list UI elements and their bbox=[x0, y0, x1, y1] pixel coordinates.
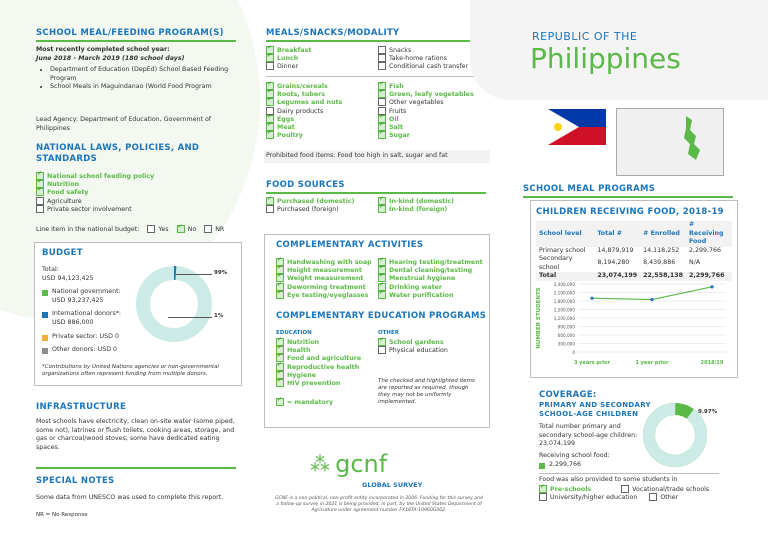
infrastructure-title: INFRASTRUCTURE bbox=[36, 402, 127, 412]
notes-text: Some data from UNESCO was used to complete this report. bbox=[36, 494, 224, 501]
checklist-label: Agriculture bbox=[47, 197, 82, 205]
series-line bbox=[592, 287, 712, 300]
section-bar bbox=[266, 40, 486, 42]
checklist-label: Food safety bbox=[47, 189, 89, 197]
gcnf-dots-icon: ⁂ bbox=[310, 452, 330, 476]
checklist-label: Fish bbox=[389, 83, 404, 90]
budget-title: BUDGET bbox=[42, 248, 83, 258]
laws-title: NATIONAL LAWS, POLICIES, AND STANDARDS bbox=[36, 143, 200, 164]
checklist-label: Reproductive health bbox=[287, 363, 360, 371]
pct-intl-leader bbox=[168, 317, 212, 318]
unchecked-checkbox-icon bbox=[378, 54, 386, 62]
checklist-label: Salt bbox=[389, 123, 403, 131]
data-point bbox=[590, 297, 593, 300]
checklist-item bbox=[36, 188, 154, 196]
table-cell: 2,299,766 bbox=[689, 246, 722, 254]
checklist-item bbox=[276, 258, 372, 266]
children-title: CHILDREN RECEIVING FOOD, 2018-19 bbox=[536, 207, 724, 217]
mandatory-legend bbox=[276, 398, 333, 408]
private-value: USD 0 bbox=[99, 333, 119, 340]
total-label: Total: bbox=[42, 266, 59, 273]
coverage-title: COVERAGE: bbox=[539, 390, 597, 400]
checked-checkbox-icon bbox=[378, 131, 386, 139]
checklist-label: Dental cleaning/testing bbox=[389, 267, 473, 275]
checked-checkbox-icon bbox=[266, 197, 274, 205]
checklist-item bbox=[378, 266, 483, 274]
budget-gov bbox=[42, 288, 121, 305]
school-programs-title: SCHOOL MEAL PROGRAMS bbox=[523, 184, 656, 194]
regional-map bbox=[616, 108, 724, 176]
school-year-label: Most recently completed school year: bbox=[36, 46, 170, 53]
children-table bbox=[536, 221, 732, 281]
table-cell: Total bbox=[539, 272, 557, 279]
sources-left bbox=[266, 197, 354, 213]
checklist-item bbox=[266, 54, 311, 62]
education-title: COMPLEMENTARY EDUCATION PROGRAMS bbox=[276, 311, 487, 321]
x-tick-label: 3 years prior bbox=[573, 360, 611, 366]
checklist-item bbox=[378, 123, 474, 131]
checklist-item bbox=[378, 346, 448, 354]
also-row bbox=[539, 493, 729, 501]
school-year-value: June 2018 - March 2019 (180 school days) bbox=[36, 55, 185, 62]
checklist-label: Roots, tubers bbox=[277, 91, 325, 99]
table-cell: Primary school bbox=[539, 246, 586, 254]
data-point bbox=[710, 285, 713, 288]
checked-checkbox-icon bbox=[378, 205, 386, 213]
checklist-label: Dairy products bbox=[277, 107, 324, 115]
checklist-label: Poultry bbox=[277, 132, 303, 140]
intl-value: USD 886,000 bbox=[52, 318, 94, 326]
unchecked-checkbox-icon bbox=[36, 197, 44, 205]
gcnf-wordmark: gcnf bbox=[335, 450, 388, 478]
education-list bbox=[276, 338, 361, 387]
program-item: • School Meals in Maguindanao (World Food Program bbox=[50, 83, 245, 92]
budget-footnote: *Contributions by United Nations agencies or non-governmental organizations often represent funding from multiple donors. bbox=[42, 364, 219, 378]
checklist-label: Lunch bbox=[277, 55, 299, 63]
y-tick-label: 2,100,000 bbox=[553, 290, 575, 296]
mandatory-label: = mandatory bbox=[287, 399, 334, 406]
coverage-pct: 9.97% bbox=[698, 409, 718, 415]
checklist-item bbox=[378, 46, 468, 54]
checklist-label: In-kind (foreign) bbox=[389, 206, 448, 214]
checked-checkbox-icon bbox=[378, 338, 386, 346]
checklist-item bbox=[276, 371, 361, 379]
checklist-label: Purchased (domestic) bbox=[277, 198, 355, 205]
notes-title: SPECIAL NOTES bbox=[36, 476, 115, 486]
checklist-label: Oil bbox=[389, 115, 399, 123]
y-tick-label: 900,000 bbox=[557, 324, 575, 330]
checked-checkbox-icon bbox=[266, 54, 274, 62]
checklist-label: Nutrition bbox=[47, 181, 80, 189]
other-value: USD 0 bbox=[97, 346, 118, 353]
gcnf-disclaimer: GCNF is a non-political, non-profit entity incorporated in 2006. Funding for this survey and a follow-up survey in 2021 is being provided, in part, by the United States Department of Agriculture under agreement number FX18TA-10960G002. bbox=[275, 496, 483, 514]
checklist-label: Weight measurement bbox=[287, 275, 364, 283]
checklist-item bbox=[36, 172, 154, 180]
also-checkbox bbox=[539, 493, 547, 501]
checklist-label: Physical education bbox=[389, 347, 448, 355]
checklist-label: Breakfast bbox=[277, 47, 312, 54]
checklist-item bbox=[378, 338, 448, 346]
checklist-item bbox=[276, 354, 361, 362]
checklist-item bbox=[378, 197, 454, 205]
budget-intl bbox=[42, 310, 121, 327]
checklist-item bbox=[378, 82, 474, 90]
program-item: • Department of Education (DepEd) School Based Feeding Program bbox=[50, 66, 245, 83]
prohibited-items: Prohibited food items: Food too high in salt, sugar and fat bbox=[264, 150, 490, 163]
also-label-item: Vocational/trade schools bbox=[632, 486, 710, 493]
checklist-label: Menstrual hygiene bbox=[389, 275, 456, 283]
budget-total bbox=[42, 266, 94, 283]
checklist-label: Conditional cash transfer bbox=[389, 63, 469, 71]
program-title: SCHOOL MEAL/FEEDING PROGRAM(S) bbox=[36, 28, 224, 38]
table-cell: 14,879,919 bbox=[597, 246, 634, 254]
checklist-item bbox=[276, 283, 372, 291]
unchecked-checkbox-icon bbox=[378, 62, 386, 70]
checklist-label: Health bbox=[287, 347, 311, 355]
checklist-label: In-kind (domestic) bbox=[389, 198, 455, 205]
activities-title: COMPLEMENTARY ACTIVITIES bbox=[276, 240, 424, 250]
coverage-subtitle: PRIMARY AND SECONDARY SCHOOL-AGE CHILDREN bbox=[539, 401, 651, 419]
y-tick-label: 1,800,000 bbox=[553, 298, 575, 304]
checklist-label: Nutrition bbox=[287, 339, 320, 346]
line-item-label: Line item in the national budget: bbox=[36, 226, 140, 233]
checklist-item bbox=[378, 283, 483, 291]
table-cell: 22,558,138 bbox=[643, 272, 683, 279]
pct-gov-leader bbox=[176, 274, 212, 275]
private-swatch bbox=[42, 335, 48, 341]
unchecked-checkbox-icon bbox=[36, 205, 44, 213]
table-cell: 8,194,280 bbox=[597, 259, 630, 267]
checklist-item bbox=[266, 107, 342, 115]
checklist-item bbox=[378, 107, 474, 115]
budget-donut bbox=[134, 264, 214, 344]
checklist-item bbox=[378, 90, 474, 98]
checklist-label: Other vegetables bbox=[389, 99, 444, 107]
checked-checkbox-icon bbox=[266, 131, 274, 139]
foods-left bbox=[266, 82, 342, 139]
checklist-item bbox=[378, 274, 483, 282]
yes-checkbox bbox=[147, 225, 155, 233]
receiving-swatch bbox=[539, 463, 545, 469]
nr-checkbox bbox=[204, 225, 212, 233]
receiving-value: 2,299,766 bbox=[549, 460, 582, 468]
y-tick-label: 2,400,000 bbox=[553, 281, 575, 287]
checklist-item bbox=[276, 346, 361, 354]
activities-right bbox=[378, 258, 483, 299]
header-cell: School level bbox=[539, 229, 582, 237]
checklist-label: Take-home rations bbox=[389, 55, 447, 63]
checklist-item bbox=[276, 338, 361, 346]
nr-label: NR bbox=[215, 226, 225, 233]
unchecked-checkbox-icon bbox=[378, 46, 386, 54]
checklist-label: Legumes and nuts bbox=[277, 99, 343, 107]
checklist-label: Eye testing/eyeglasses bbox=[287, 291, 369, 299]
table-header-row bbox=[536, 221, 732, 247]
budget-other bbox=[42, 346, 117, 355]
budget-line-item bbox=[36, 225, 224, 235]
checklist-label: Eggs bbox=[277, 115, 295, 123]
checklist-item bbox=[266, 90, 342, 98]
country-pre: REPUBLIC OF THE bbox=[532, 30, 638, 43]
intl-label: International donors*: bbox=[52, 310, 122, 317]
section-bar bbox=[36, 467, 236, 469]
notes-nr: NR = No Response bbox=[36, 512, 88, 518]
also-row bbox=[539, 485, 729, 493]
checklist-label: Green, leafy vegetables bbox=[389, 91, 474, 99]
checklist-label: Hygiene bbox=[287, 371, 317, 379]
receiving-label: Receiving school food: bbox=[539, 452, 610, 459]
philippines-flag-icon bbox=[548, 109, 606, 145]
checklist-item bbox=[276, 274, 372, 282]
section-bar bbox=[266, 192, 486, 194]
unchecked-checkbox-icon bbox=[266, 62, 274, 70]
table-cell: 8,439,886 bbox=[643, 259, 676, 267]
checklist-label: Food and agriculture bbox=[287, 355, 362, 363]
education-note: The checked and highlighted items are reported as required, though they may not be uniformly implemented. bbox=[378, 378, 475, 406]
budget-donut-ring bbox=[143, 273, 205, 335]
checked-checkbox-icon bbox=[276, 291, 284, 299]
checklist-label: Snacks bbox=[389, 47, 412, 54]
pct-gov: 99% bbox=[214, 270, 228, 276]
checklist-label: Purchased (foreign) bbox=[277, 206, 339, 214]
checklist-item bbox=[266, 123, 342, 131]
checklist-label: Grains/cereals bbox=[277, 83, 328, 90]
philippines-map-icon bbox=[676, 114, 706, 164]
no-label: No bbox=[187, 226, 197, 233]
checklist-item bbox=[378, 258, 483, 266]
also-checkbox bbox=[621, 485, 629, 493]
infrastructure-text: Most schools have electricity, clean on-site water (some piped, some not), latrines or flush toilets, cooking areas, storage, and gas or charcoal/wood stoves; some have dedicated eating spaces. bbox=[36, 418, 235, 451]
legend-checkbox bbox=[276, 398, 284, 406]
y-tick-label: 0 bbox=[572, 349, 575, 355]
x-tick-label: 2018/19 bbox=[700, 360, 724, 366]
coverage-total-value: 23,074,199 bbox=[539, 440, 576, 447]
checklist-label: Fruits bbox=[389, 107, 407, 115]
checklist-item bbox=[378, 62, 468, 70]
checklist-label: Private sector involvement bbox=[47, 205, 132, 213]
checklist-label: National school feeding policy bbox=[47, 173, 155, 180]
coverage-total-label: Total number primary and secondary school-age children: bbox=[539, 423, 638, 439]
checklist-label: Water purification bbox=[389, 291, 454, 299]
students-line-chart bbox=[534, 278, 734, 376]
checklist-item bbox=[378, 131, 474, 139]
checklist-item bbox=[378, 205, 454, 213]
checked-checkbox-icon bbox=[36, 188, 44, 196]
gov-value: USD 93,237,425 bbox=[52, 296, 104, 304]
meals-right bbox=[378, 46, 468, 71]
gov-label: National government: bbox=[52, 288, 121, 295]
y-tick-label: 600,000 bbox=[557, 332, 575, 338]
budget-private bbox=[42, 333, 119, 342]
checklist-item bbox=[266, 46, 311, 54]
checklist-item bbox=[378, 98, 474, 106]
pct-intl: 1% bbox=[214, 313, 224, 319]
checklist-item bbox=[266, 197, 354, 205]
checked-checkbox-icon bbox=[378, 90, 386, 98]
intl-swatch bbox=[42, 312, 48, 318]
header-cell: # Enrolled bbox=[643, 229, 680, 237]
checklist-item bbox=[266, 115, 342, 123]
section-bar bbox=[36, 40, 236, 42]
checklist-item bbox=[276, 363, 361, 371]
checklist-label: Drinking water bbox=[389, 283, 442, 291]
checklist-label: School gardens bbox=[389, 339, 444, 346]
checklist-item bbox=[266, 82, 342, 90]
meals-title: MEALS/SNACKS/MODALITY bbox=[266, 28, 400, 38]
section-bar bbox=[523, 196, 733, 198]
checked-checkbox-icon bbox=[276, 379, 284, 387]
checklist-label: Handwashing with soap bbox=[287, 259, 372, 266]
checklist-label: Hearing testing/treatment bbox=[389, 259, 483, 266]
no-checkbox bbox=[177, 225, 185, 233]
checklist-item bbox=[266, 62, 311, 70]
checklist-label: Height measurement bbox=[287, 267, 362, 275]
checklist-item bbox=[266, 205, 354, 213]
meals-left bbox=[266, 46, 311, 71]
also-checkbox bbox=[649, 493, 657, 501]
checklist-item bbox=[266, 131, 342, 139]
header-cell: # Receiving Food bbox=[689, 221, 724, 245]
coverage-total bbox=[539, 423, 639, 449]
table-row bbox=[536, 247, 732, 256]
laws-list bbox=[36, 172, 154, 213]
sources-title: FOOD SOURCES bbox=[266, 180, 345, 190]
checklist-label: Sugar bbox=[389, 132, 410, 140]
divider bbox=[266, 76, 486, 77]
checklist-item bbox=[266, 98, 342, 106]
checklist-label: HIV prevention bbox=[287, 379, 341, 387]
y-axis-label: NUMBER STUDENTS bbox=[536, 287, 542, 349]
also-label-item: University/higher education bbox=[550, 494, 638, 502]
education-head: EDUCATION bbox=[276, 330, 312, 336]
checklist-label: Meat bbox=[277, 123, 295, 131]
table-cell: 14,118,252 bbox=[643, 246, 680, 254]
y-tick-label: 1,200,000 bbox=[553, 315, 575, 321]
activities-left bbox=[276, 258, 372, 299]
checklist-item bbox=[36, 180, 154, 188]
checked-checkbox-icon bbox=[266, 98, 274, 106]
total-value: USD 94,123,425 bbox=[42, 274, 94, 282]
checklist-label: Deworming treatment bbox=[287, 283, 366, 291]
y-tick-label: 1,500,000 bbox=[553, 307, 575, 313]
checklist-item bbox=[378, 54, 468, 62]
checklist-item bbox=[276, 266, 372, 274]
gcnf-logo bbox=[310, 450, 387, 478]
sources-right bbox=[378, 197, 454, 213]
table-cell: N/A bbox=[689, 259, 701, 267]
coverage-receiving bbox=[539, 452, 610, 469]
checklist-item bbox=[276, 379, 361, 387]
divider bbox=[539, 473, 719, 474]
other-head: OTHER bbox=[378, 330, 400, 336]
table-cell: 23,074,199 bbox=[597, 272, 638, 279]
country-name: Philippines bbox=[530, 42, 681, 75]
also-list bbox=[539, 485, 729, 501]
lead-agency: Lead Agency: Department of Education, Government of Philippines bbox=[36, 116, 212, 132]
unchecked-checkbox-icon bbox=[378, 98, 386, 106]
checked-checkbox-icon bbox=[378, 291, 386, 299]
table-cell: 2,299,766 bbox=[689, 272, 725, 279]
checklist-item bbox=[36, 197, 154, 205]
y-tick-label: 300,000 bbox=[557, 341, 575, 347]
checklist-label: Dinner bbox=[277, 63, 299, 71]
also-checkbox bbox=[539, 485, 547, 493]
unchecked-checkbox-icon bbox=[378, 346, 386, 354]
also-label-item: Other bbox=[660, 494, 679, 502]
checklist-item bbox=[378, 291, 483, 299]
also-label-item: Pre-schools bbox=[550, 486, 592, 493]
private-label: Private sector: bbox=[52, 333, 98, 340]
other-list bbox=[378, 338, 448, 354]
other-swatch bbox=[42, 348, 48, 354]
yes-label: Yes bbox=[158, 226, 169, 233]
gov-swatch bbox=[42, 290, 48, 296]
header-cell: Total # bbox=[597, 229, 622, 237]
unchecked-checkbox-icon bbox=[266, 205, 274, 213]
data-point bbox=[650, 298, 653, 301]
table-row bbox=[536, 255, 732, 272]
also-label: Food was also provided to some students in bbox=[539, 476, 678, 483]
x-tick-label: 1 year prior bbox=[635, 360, 669, 366]
checklist-item bbox=[276, 291, 372, 299]
other-label: Other donors: bbox=[52, 346, 96, 353]
gcnf-survey: GLOBAL SURVEY bbox=[362, 481, 423, 489]
checklist-item bbox=[36, 205, 154, 213]
program-list bbox=[36, 66, 245, 92]
checklist-item bbox=[378, 115, 474, 123]
foods-right bbox=[378, 82, 474, 139]
table-cell: Secondary school bbox=[539, 255, 573, 271]
